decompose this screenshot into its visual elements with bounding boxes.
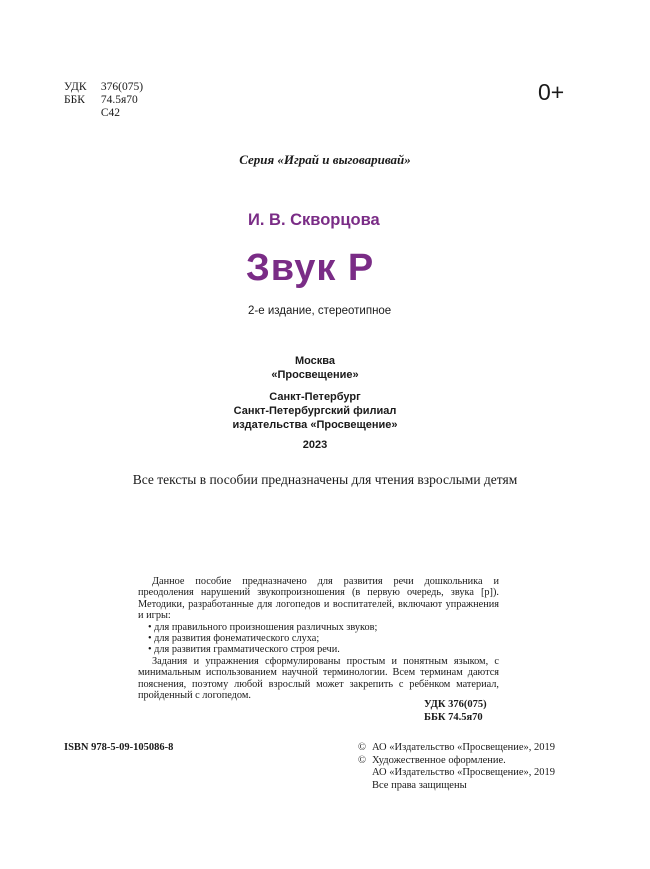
publisher-branch-line1: Санкт-Петербургский филиал bbox=[233, 405, 397, 417]
copyright-icon: © bbox=[358, 754, 366, 766]
book-title: Звук Р bbox=[246, 247, 375, 289]
publisher-city-spb: Санкт-Петербург bbox=[269, 391, 361, 403]
classification-block bbox=[64, 81, 143, 120]
classification-right bbox=[424, 698, 487, 724]
copyright-block bbox=[358, 742, 555, 792]
udk-label: УДК bbox=[64, 81, 87, 93]
publisher-name: «Просвещение» bbox=[271, 369, 359, 381]
udk-code: УДК 376(075) bbox=[424, 699, 487, 710]
bbk-label: ББК bbox=[64, 94, 85, 106]
isbn: ISBN 978-5-09-105086-8 bbox=[64, 742, 174, 753]
age-rating: 0+ bbox=[538, 79, 565, 105]
author-mark-row bbox=[64, 107, 143, 120]
copyright-line-4: Все права защищены bbox=[372, 779, 467, 791]
annotation-bullet-3: • для развития грамматического строя речи. bbox=[148, 644, 340, 656]
annotation-bullet-2: • для развития фонематического слуха; bbox=[148, 633, 320, 645]
copyright-line-3: АО «Издательство «Просвещение», 2019 bbox=[372, 767, 556, 778]
bbk-row bbox=[64, 94, 143, 107]
bbk-code: ББК 74.5я70 bbox=[424, 712, 483, 723]
annotation-bullet-1: • для правильного произношения различных звуков; bbox=[148, 621, 378, 633]
author-name: И. В. Скворцова bbox=[248, 211, 380, 229]
author-mark: С42 bbox=[100, 107, 121, 119]
publisher-block bbox=[225, 354, 405, 452]
udk-row bbox=[64, 81, 143, 94]
annotation-intro: Данное пособие предназначено для развития речи дошкольника и преодоления нарушений звукопроизношения (в первую очередь, звука [р]). Методики, разработанные для логопедов и воспитателей, включают упражнения и игры: bbox=[138, 576, 499, 622]
publication-year: 2023 bbox=[302, 439, 328, 451]
copyright-line-1: © АО «Издательство «Просвещение», 2019 bbox=[358, 742, 556, 753]
publisher-branch-line2: издательства «Просвещение» bbox=[232, 419, 398, 431]
reading-notice: Все тексты в пособии предназначены для чтения взрослыми детям bbox=[132, 472, 518, 487]
publisher-city-moscow: Москва bbox=[294, 355, 336, 367]
series-title: Серия «Играй и выговаривай» bbox=[239, 152, 411, 167]
edition-info: 2-е издание, стереотипное bbox=[248, 305, 392, 317]
copyright-line-2: © Художественное оформление. bbox=[358, 754, 506, 766]
copyright-icon: © bbox=[358, 742, 366, 753]
bbk-value: 74.5я70 bbox=[100, 94, 138, 106]
udk-value: 376(075) bbox=[100, 81, 144, 93]
annotation-outro: Задания и упражнения сформулированы простым и понятным языком, с минимальным использованием научной терминологии. Всем терминам даются пояснения, поэтому любой взрослый может закрепить с ребёнком материал, пройденный с логопедом. bbox=[138, 655, 499, 702]
annotation bbox=[138, 576, 499, 701]
